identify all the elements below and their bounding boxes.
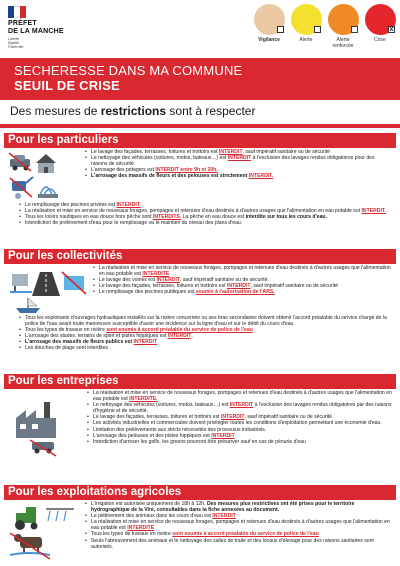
watering-can-icon: [10, 177, 33, 199]
restriction-item: [92, 289, 392, 295]
restriction-text: Le piétinement des animaux dans les cours d'eau est: [91, 513, 213, 520]
restriction-item: [86, 402, 392, 414]
restriction-text: Tous les loisirs nautiques en eau douce hors pêche sont: [25, 214, 153, 221]
restriction-text: Tous les exploitants d'ouvrages hydrauliques installés sur la rivière concernée ou ses bras secondaires doivent obtenir l'accord préalable du service chargé de la police de l'eau avant toute manoeuvre susceptible d'avoir une incidence sur la ligne d'eau et sur le débit du cours d'eau.: [25, 315, 387, 328]
tractor-icon: [15, 507, 38, 530]
restriction-text: La réalisation et mise en service de nouveaux forages, pompages et retenues d'eau destinés à d'autres usages que l'alimentation en eau potable est: [91, 519, 390, 532]
divider: [0, 124, 400, 128]
restriction-text: INTERDITE: [127, 525, 155, 532]
restriction-item: [18, 220, 392, 226]
restriction-text: Le lavage des façades, terrasses, toitures et trottoirs est: [91, 149, 219, 155]
restriction-text: Seuls l'abreuvement des animaux et le nettoyage des salles de traite et des locaux d'élevage pour des raisons sanitaires sont autorisés.: [91, 537, 374, 550]
restriction-text: L'arrosage des stades, terrains de sport et pistes hippiques est: [25, 333, 168, 340]
level-checkbox: [277, 26, 284, 33]
logo-line-1: PRÉFET: [8, 20, 37, 27]
restriction-text: Tous les types de travaux en rivière: [25, 327, 107, 334]
list-entreprises: [86, 390, 392, 445]
restriction-text: .: [191, 333, 193, 340]
irrigation-icon: [46, 509, 74, 521]
subtitle-strong: restrictions: [100, 104, 167, 118]
subtitle-pre: Des mesures de: [10, 104, 101, 118]
cow-icon: [10, 533, 50, 559]
restriction-text: La réalisation et mise en service de nouveaux forages, pompages et retenues d'eau destinés à d'autres usages que l'alimentation en eau potable est: [93, 390, 392, 403]
level-vigilance: [253, 4, 285, 44]
section-title-entreprises: Pour les entreprises: [4, 374, 396, 389]
car-icon: [9, 153, 31, 171]
list-particuliers-full: [18, 202, 392, 226]
restriction-text: INTERDIT.: [361, 208, 386, 215]
restriction-text: INTERDIT entre 9h et 20h.: [155, 167, 218, 174]
section-title-collectivites: Pour les collectivités: [4, 249, 396, 264]
prefecture-logo: [8, 6, 68, 50]
restriction-text: Le lavage des façades, terrasses, toitures et trottoirs est: [99, 283, 227, 290]
restriction-text: La réalisation et mise en service de nouveaux forages, pompages et retenues d'eau destinés à d'autres usages que l'alimentation en eau potable est: [99, 265, 391, 278]
entreprises-pictos: [12, 398, 74, 458]
header: [0, 0, 400, 58]
restriction-text: à l'exclusion des lavages rendus obligatoires pour des raisons de sécurité: [91, 155, 375, 168]
level-alerte-renforcee: [327, 4, 359, 49]
restriction-item: [18, 315, 392, 327]
level-checkbox-checked: x: [389, 26, 394, 33]
level-label: Vigilance: [258, 37, 280, 43]
page-title: SECHERESSE DANS MA COMMUNE: [14, 63, 243, 78]
fountain-icon: [38, 187, 58, 198]
restriction-text: sont soumis à accord préalable du service de police de l'eau: [172, 531, 319, 538]
restriction-item: [84, 519, 394, 531]
restriction-text: à l'exclusion des lavages rendus obligatoires par des raisons d'hygiène et de sécurité.: [93, 402, 392, 415]
restriction-text: INTERDIT: [156, 277, 180, 284]
section-body-collectivites: [4, 265, 396, 371]
alert-levels: [253, 4, 398, 58]
section-body-particuliers: [4, 149, 396, 245]
section-title-agricoles: Pour les exploitations agricoles: [4, 485, 396, 500]
restriction-text: Le remplissage des piscines publiques est: [99, 289, 196, 296]
restriction-text: Tous les types de travaux en rivière: [91, 531, 173, 538]
level-alerte: [290, 4, 322, 44]
restriction-text: L'arrosage des massifs de fleurs publics est: [25, 339, 134, 346]
street-cleaning-icon: [10, 274, 32, 292]
restriction-text: .: [234, 432, 237, 439]
restriction-text: Le remplissage des piscines privées est: [25, 202, 117, 208]
level-checkbox: [351, 26, 358, 33]
restriction-text: Le lavage des façades, terrasses, toitures et trottoirs est: [93, 414, 221, 421]
restrictions-subtitle: [10, 104, 255, 118]
level-label: Alerte renforcée: [332, 37, 354, 49]
restriction-text: L'arrosage des pelouses et des pistes hippiques est: [93, 432, 212, 439]
pool-icon: [62, 272, 86, 294]
page-subtitle-level: SEUIL DE CRISE: [14, 78, 120, 93]
restriction-text: INTERDIT: [226, 283, 251, 290]
logo-line-2: DE LA MANCHE: [8, 28, 64, 35]
restriction-item: [92, 265, 392, 277]
restriction-text: L'arrosage des massifs de fleurs et des pelouses est strictement: [91, 173, 249, 180]
restriction-text: Les douches de plage sont interdites: [25, 345, 108, 352]
agricoles-pictos: [10, 505, 80, 561]
collectivites-pictos: [10, 268, 88, 314]
restriction-item: [84, 155, 392, 167]
level-label: Crise: [374, 37, 386, 43]
level-checkbox: [314, 26, 321, 33]
level-label: Alerte: [299, 37, 313, 43]
restriction-item: [84, 501, 394, 513]
motto-3: Fraternité: [8, 45, 24, 50]
restriction-text: sont soumis à accord préalable du service de police de l'eau: [106, 327, 253, 334]
restriction-text: INTERDIT.: [116, 202, 141, 208]
list-particuliers: [84, 149, 392, 179]
industry-icon: [16, 402, 56, 438]
boat-icon: [16, 298, 40, 313]
restriction-item: [86, 390, 392, 402]
restriction-text: Limitation des prélèvements aux stricts nécessités des processus industriels.: [93, 426, 267, 433]
car-icon: [30, 440, 56, 456]
list-collectivites-full: [18, 315, 392, 352]
restriction-text: INTERDITE.: [129, 396, 158, 403]
restriction-item: [86, 439, 392, 445]
restriction-text: INTERDIT: [211, 432, 235, 439]
section-body-entreprises: [4, 390, 396, 484]
restriction-item: [18, 345, 392, 351]
motto: [8, 37, 68, 50]
restriction-text: INTERDIT.: [248, 173, 274, 180]
restriction-text: Intendiction de prélèvement d'eau pour le remplissage ou le maintien du niveau des plans d'eau.: [25, 220, 243, 227]
restriction-text: soumis à l'autorisation de l'ARS.: [195, 289, 275, 296]
restriction-item: [84, 538, 394, 550]
subtitle-post: sont à respecter: [166, 104, 256, 118]
restriction-text: , sauf impératif sanitaire ou de sécurité.: [179, 277, 269, 284]
restriction-text: INTERDITS.: [153, 214, 182, 221]
level-crise: [364, 4, 396, 44]
house-icon: [36, 154, 56, 173]
restriction-text: INTERDIT: [133, 339, 158, 346]
restriction-text: INTERDIT: [229, 402, 254, 409]
restriction-text: Le lavage des voiries est: [99, 277, 157, 284]
road-icon: [32, 272, 60, 296]
restriction-text: Le nettoyage des véhicules (voitures, motos, bateaux…) est: [91, 155, 228, 162]
restriction-text: Des mesures plus restrictives ont été prises pour le territoire hydrographique de la Vire, consultables dans la fiche annexées au document.: [91, 501, 355, 514]
restriction-text: , sauf impératif sanitaire ou de sécurité: [250, 283, 338, 290]
section-title-particuliers: Pour les particuliers: [4, 133, 396, 148]
restriction-text: INTERDIT: [167, 333, 192, 340]
list-collectivites: [92, 265, 392, 295]
restriction-text: , sauf impératif sanitaire ou de sécurité.: [244, 414, 334, 421]
section-body-agricoles: [4, 501, 396, 566]
restriction-text: L'irrigation est autorisée uniquement de 18h à 12h.: [91, 501, 207, 507]
restriction-item: [84, 173, 392, 179]
flag-icon: [8, 6, 26, 18]
motto-2: Égalité: [8, 41, 19, 46]
restriction-text: Le nettoyage des véhicules (voitures, motos, bateaux…) est: [93, 402, 230, 409]
restriction-text: interdite sur tous les cours d'eau.: [245, 214, 327, 221]
restriction-text: Interdiction d'arroser les golfs, les greens pourront être préserver sauf en cas de pénurie d'eau: [93, 438, 306, 445]
restriction-text: La pêche en eau douce est: [181, 214, 246, 221]
particuliers-pictos: [8, 151, 66, 203]
restriction-text: La réalisation et mise en service de nouveaux forages, pompages et retenues d'eau destinés à d'autres usages que l'alimentation en eau potable est: [25, 208, 362, 215]
restriction-text: L'arrosage des potagers est: [91, 167, 156, 174]
restriction-text: INTERDIT: [220, 414, 245, 421]
restriction-text: INTERDIT: [218, 149, 243, 155]
restriction-text: INTERDIT: [227, 155, 252, 162]
restriction-text: INTERDIT: [212, 513, 236, 520]
restriction-text: Les activités industrielles et commerciales doivent privilégier toutes les conditions d'exploitation permettant une économie d'eau.: [93, 420, 382, 427]
motto-1: Liberté: [8, 37, 19, 41]
restriction-text: INTERDITE: [142, 271, 170, 278]
restriction-text: , sauf impératif sanitaire ou de sécurité: [242, 149, 330, 155]
list-agricoles: [84, 501, 394, 550]
